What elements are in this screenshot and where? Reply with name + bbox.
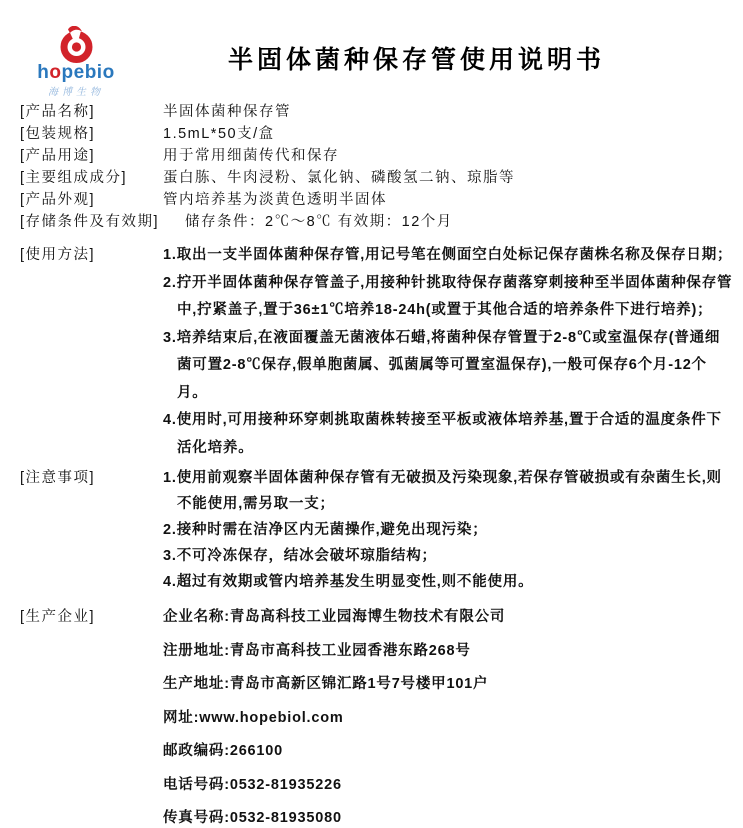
brand-name [28, 62, 124, 83]
manufacturer-company-name: 企业名称:青岛高科技工业园海博生物技术有限公司 [163, 609, 506, 625]
info-row-product-use [20, 145, 733, 167]
section-manufacturer [20, 601, 733, 828]
section-manufacturer-label: [生产企业] [20, 609, 96, 625]
info-label: [产品名称] [20, 104, 96, 120]
info-value: 半固体菌种保存管 [163, 104, 291, 120]
manufacturer-postal-code: 邮政编码:266100 [163, 743, 284, 759]
info-row-storage [20, 211, 733, 233]
manufacturer-website: 网址:www.hopebiol.com [163, 709, 344, 726]
info-label: [产品用途] [20, 148, 96, 164]
usage-item: 1.取出一支半固体菌种保存管,用记号笔在侧面空白处标记保存菌株名称及保存日期； [163, 247, 733, 263]
usage-item: 4.使用时,可用接种环穿刺挑取菌株转接至平板或液体培养基,置于合适的温度条件下活化培养。 [163, 412, 722, 456]
page-title: 半固体菌种保存管使用说明书 [227, 46, 605, 74]
info-value: 1.5mL*50支/盒 [163, 126, 275, 142]
manufacturer-production-address: 生产地址:青岛市高新区锦汇路1号7号楼甲101户 [163, 676, 489, 692]
info-label: [包装规格] [20, 126, 96, 142]
info-row-composition [20, 167, 733, 189]
logo [28, 26, 124, 98]
section-usage-label: [使用方法] [20, 247, 96, 263]
document-body [20, 101, 733, 828]
info-value: 蛋白胨、牛肉浸粉、氯化钠、磷酸氢二钠、琼脂等 [163, 170, 515, 186]
usage-item: 2.拧开半固体菌种保存管盖子,用接种针挑取待保存菌落穿刺接种至半固体菌种保存管中,拧紧盖子,置于36±1℃培养18-24h(或置于其他合适的培养条件下进行培养)； [163, 274, 733, 318]
section-usage-body [163, 242, 733, 462]
manufacturer-fax: 传真号码:0532-81935080 [163, 810, 342, 826]
notes-item: 1.使用前观察半固体菌种保存管有无破损及污染现象,若保存管破损或有杂菌生长,则不能使用,需另取一支； [163, 470, 722, 512]
section-usage [20, 242, 733, 462]
manufacturer-registered-address: 注册地址:青岛市高科技工业园香港东路268号 [163, 642, 471, 659]
brand-accent-letter: o [49, 62, 62, 83]
manufacturer-phone: 电话号码:0532-81935226 [163, 776, 342, 793]
section-notes [20, 465, 733, 595]
brand-prefix: h [37, 62, 50, 83]
section-manufacturer-body [163, 601, 733, 828]
info-value: 用于常用细菌传代和保存 [163, 148, 339, 164]
section-notes-body [163, 465, 733, 595]
info-label: [存储条件及有效期] [20, 214, 160, 230]
hopebio-swirl-icon [58, 26, 95, 64]
notes-item: 3.不可冷冻保存，结冰会破坏琼脂结构； [163, 548, 437, 564]
section-notes-label: [注意事项] [20, 470, 96, 486]
info-label: [主要组成成分] [20, 170, 128, 186]
info-row-product-name [20, 101, 733, 123]
usage-item: 3.培养结束后,在液面覆盖无菌液体石蜡,将菌种保存管置于2-8℃或室温保存(普通细菌可置2-8℃保存,假单胞菌属、弧菌属等可置室温保存),一般可保存6个月-12个月。 [163, 329, 721, 401]
info-row-appearance [20, 189, 733, 211]
info-value: 管内培养基为淡黄色透明半固体 [163, 192, 387, 208]
brand-tagline: 海博生物 [48, 87, 104, 98]
notes-item: 2.接种时需在洁净区内无菌操作,避免出现污染； [163, 522, 488, 538]
info-label: [产品外观] [20, 192, 96, 208]
brand-suffix: pebio [61, 62, 115, 83]
info-value: 储存条件：2℃～8℃ 有效期：12个月 [185, 214, 453, 230]
info-row-package-spec [20, 123, 733, 145]
notes-item: 4.超过有效期或管内培养基发生明显变性,则不能使用。 [163, 574, 534, 590]
